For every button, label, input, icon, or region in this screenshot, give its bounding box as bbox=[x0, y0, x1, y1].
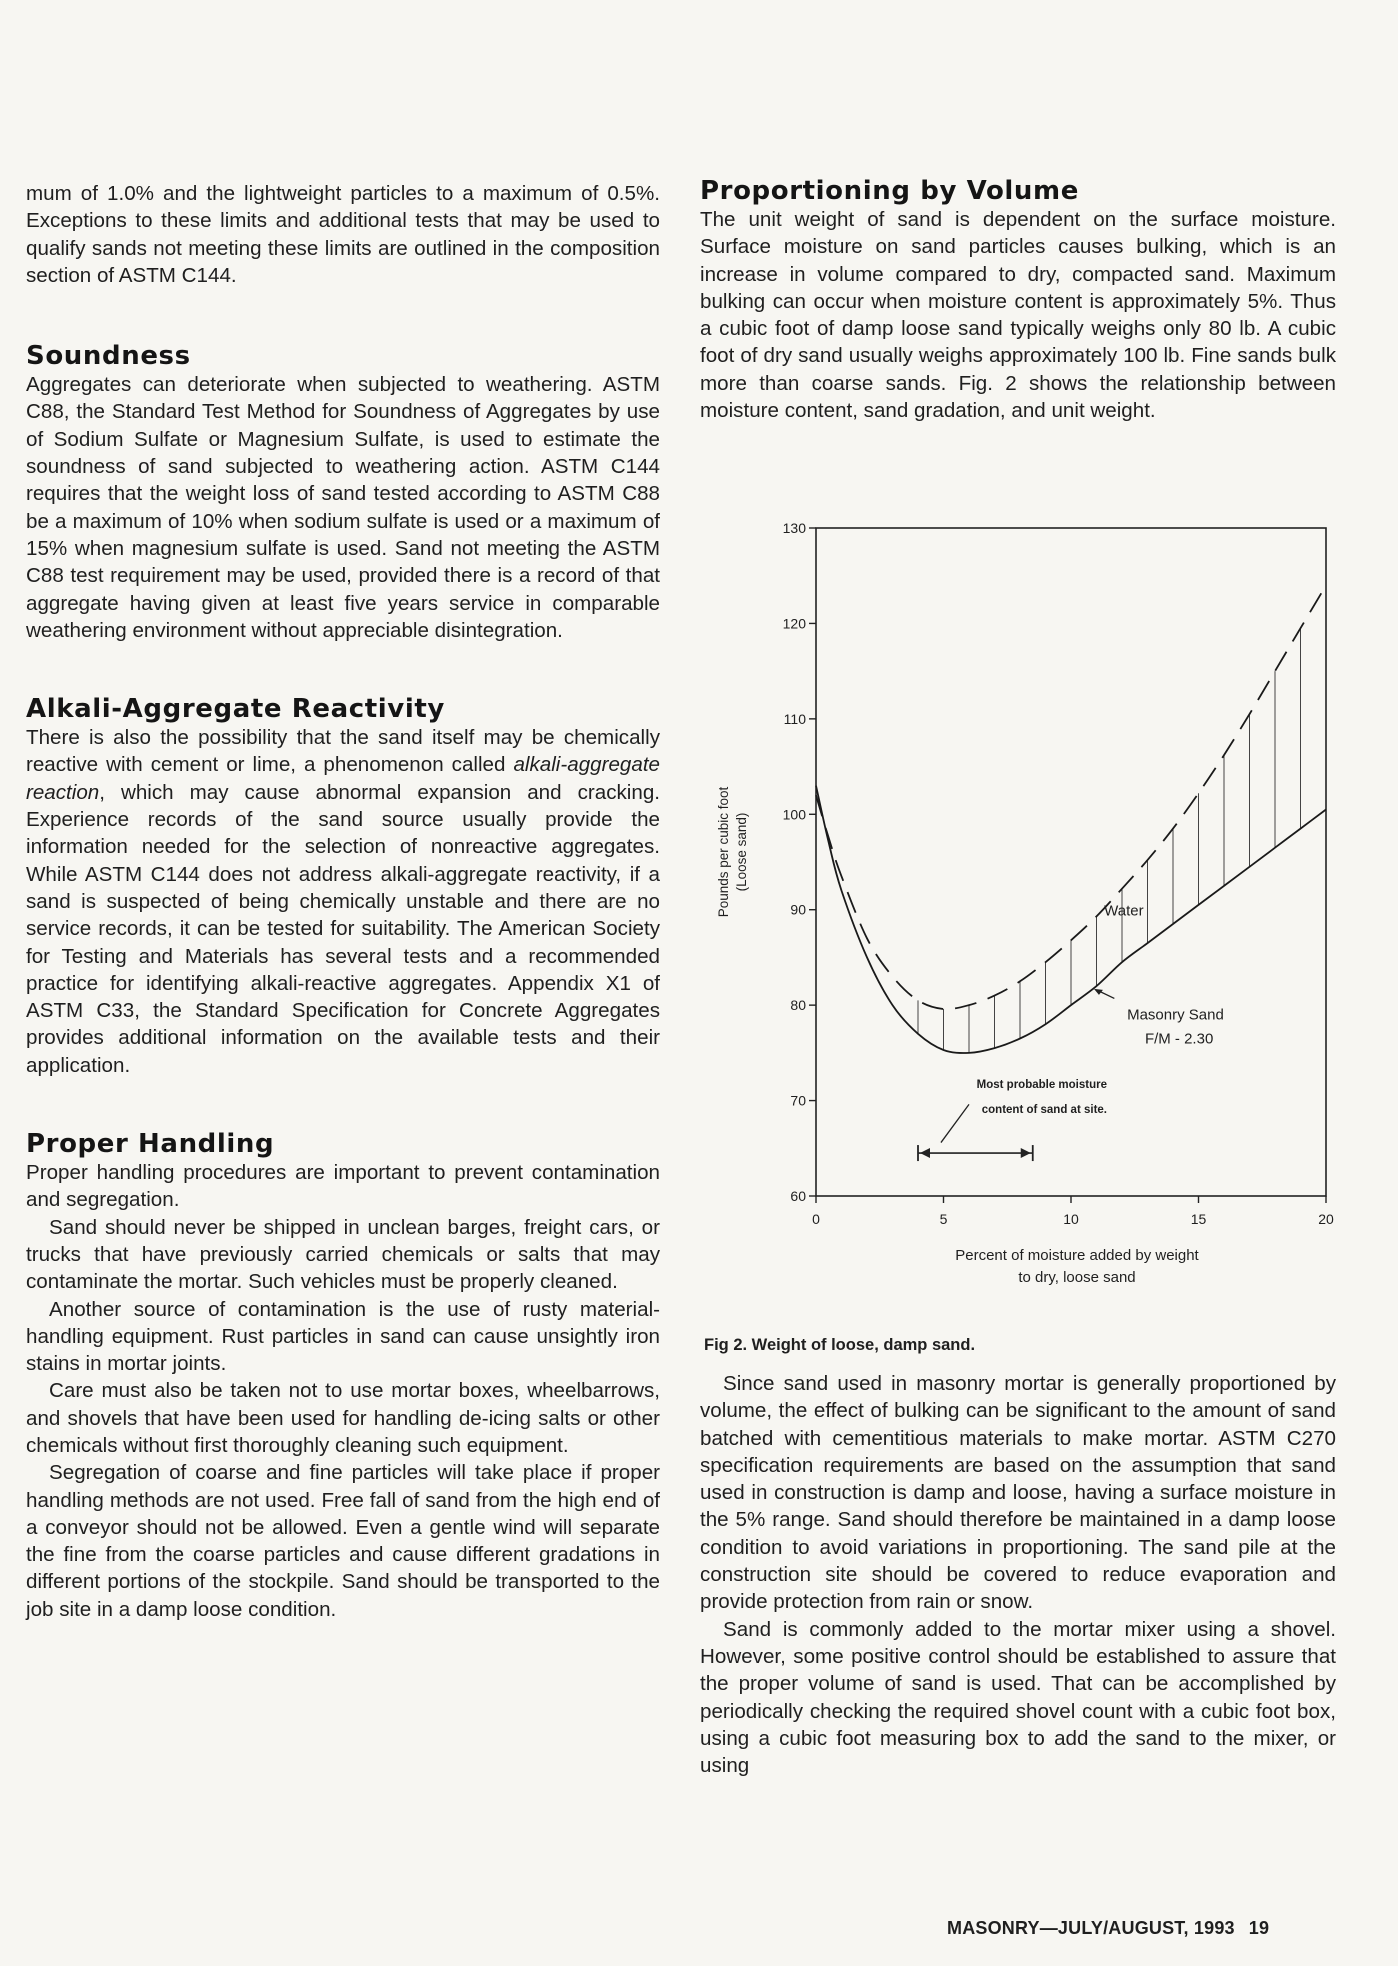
probable-pointer bbox=[941, 1104, 969, 1142]
masonry-sand-label: Masonry Sand bbox=[1127, 1006, 1224, 1024]
alkali-text-b: , which may cause abnormal expansion and cracking. Experience records of the sand source usually provide the information needed for the selection of nonreactive aggregates. While ASTM C144 does not address alkali-aggregate reactivity, if a sand is suspected of being chemically unstable and there are no service records, it can be tested for suitability. The American Society for Testing and Materials has several tests and a recommended practice for identifying alkali-reactive aggregates. Appendix X1 of ASTM C33, the Standard Specification for Concrete Aggregates provides additional information on the available tests and their application. bbox=[26, 780, 660, 1077]
y-tick-label: 90 bbox=[790, 901, 806, 918]
soundness-paragraph: Aggregates can deteriorate when subjected to weathering. ASTM C88, the Standard Test Method for Soundness of Aggregates by use of Sodium Sulfate or Magnesium Sulfate, is used to estimate the soundness of sand subjected to weathering action. ASTM C144 requires that the weight loss of sand tested according to ASTM C88 be a maximum of 10% when sodium sulfate is used or a maximum of 15% when magnesium sulfate is used. Sand not meeting the ASTM C88 test requirement may be used, provided there is a record of that aggregate having given at least five years service in comparable weathering environment without appreciable disintegration. bbox=[26, 373, 660, 642]
x-tick-label: 0 bbox=[812, 1211, 820, 1227]
y-axis-label: Pounds per cubic foot bbox=[716, 786, 731, 918]
page-number: 19 bbox=[1248, 1918, 1270, 1938]
x-tick-label: 15 bbox=[1190, 1211, 1207, 1227]
x-axis-label-line2: to dry, loose sand bbox=[1018, 1269, 1136, 1286]
water-label: Water bbox=[1104, 902, 1144, 920]
probable-arrow-right bbox=[1021, 1148, 1031, 1158]
handling-paragraph-5: Segregation of coarse and fine particles will take place if proper handling methods are not used. Free fall of sand from the high end of a conveyor should not be allowed. Even a gentle wind will separate the fine from the coarse particles and cause different gradations in different portions of the stockpile. Sand should be transported to the job site in a damp loose condition. bbox=[26, 1461, 660, 1621]
y-tick-label: 80 bbox=[790, 997, 806, 1014]
page-footer bbox=[947, 1918, 1269, 1939]
most-probable-label-line2: content of sand at site. bbox=[981, 1103, 1107, 1116]
most-probable-label: Most probable moisture bbox=[976, 1079, 1108, 1092]
proportioning-paragraph-2: Since sand used in masonry mortar is generally proportioned by volume, the effect of bulking can be significant to the amount of sand batched with cementitious materials to make mortar. ASTM C270 specification requirements are based on the assumption that sand used in construction is damp and loose, having a surface moisture in the 5% range. Sand should therefore be maintained in a damp loose condition to avoid variations in proportioning. The sand pile at the construction site should be covered to reduce evaporation and provide protection from rain or snow. bbox=[700, 1372, 1336, 1614]
y-tick-label: 70 bbox=[790, 1092, 806, 1109]
alkali-text-italic: alkali-aggregate reaction bbox=[26, 753, 660, 804]
publication-info: MASONRY—JULY/AUGUST, 1993 bbox=[947, 1918, 1235, 1938]
probable-arrow-left bbox=[920, 1148, 930, 1158]
handling-paragraph-2: Sand should never be shipped in unclean barges, freight cars, or trucks that have previously carried chemicals or salts that may contaminate the mortar. Such vehicles must be properly cleaned. bbox=[26, 1215, 660, 1294]
x-tick-label: 20 bbox=[1318, 1211, 1334, 1227]
proportioning-heading: Proportioning by Volume bbox=[700, 176, 1079, 206]
handling-paragraph-4: Care must also be taken not to use mortar boxes, wheelbarrows, and shovels that have been used for handling de-icing salts or other chemicals without first thoroughly cleaning such equipment. bbox=[26, 1379, 660, 1457]
figure-2-chart bbox=[700, 510, 1340, 1300]
left-column bbox=[26, 180, 660, 1623]
figure-caption: Fig 2. Weight of loose, damp sand. bbox=[704, 1336, 976, 1354]
proportioning-paragraph-3: Sand is commonly added to the mortar mixer using a shovel. However, some positive control should be established to assure that the proper volume of sand is used. That can be accomplished by periodically checking the required shovel count with a cubic foot box, using a cubic foot measuring box to add the sand to the mixer, or using bbox=[700, 1617, 1336, 1778]
proportioning-paragraph-1: The unit weight of sand is dependent on the surface moisture. Surface moisture on sand particles causes bulking, which is an increase in volume compared to dry, compacted sand. Maximum bulking can occur when moisture content is approximately 5%. Thus a cubic foot of damp loose sand typically weighs only 80 lb. A cubic foot of dry sand usually weighs approximately 100 lb. Fine sands bulk more than coarse sands. Fig. 2 shows the relationship between moisture content, sand gradation, and unit weight. bbox=[700, 208, 1336, 423]
y-axis-label-line2: (Loose sand) bbox=[734, 812, 749, 892]
right-column-bottom bbox=[700, 1370, 1336, 1779]
handling-heading: Proper Handling bbox=[26, 1129, 275, 1160]
chart-svg bbox=[700, 510, 1340, 1300]
x-tick-label: 5 bbox=[939, 1211, 948, 1227]
y-tick-label: 110 bbox=[783, 710, 806, 727]
y-tick-label: 120 bbox=[782, 615, 806, 632]
y-tick-label: 100 bbox=[782, 806, 806, 823]
y-tick-label: 60 bbox=[790, 1188, 806, 1204]
intro-paragraph: mum of 1.0% and the lightweight particles to a maximum of 0.5%. Exceptions to these limits and additional tests that may be used to qualify sands not meeting these limits are outlined in the composition section of ASTM C144. bbox=[26, 182, 660, 287]
y-tick-label: 130 bbox=[782, 520, 806, 536]
handling-paragraph-1: Proper handling procedures are important to prevent contamination and segregation. bbox=[26, 1161, 660, 1212]
x-tick-label: 10 bbox=[1063, 1211, 1079, 1227]
soundness-heading: Soundness bbox=[26, 341, 191, 372]
right-column-top bbox=[700, 176, 1336, 424]
handling-paragraph-3: Another source of contamination is the use of rusty material-handling equipment. Rust particles in sand can cause unsightly iron stains in mortar joints. bbox=[26, 1297, 660, 1376]
alkali-heading: Alkali-Aggregate Reactivity bbox=[26, 694, 445, 725]
alkali-text-a: There is also the possibility that the sand itself may be chemically reactive with cement or lime, a phenomenon called bbox=[26, 726, 660, 777]
fm-label: F/M - 2.30 bbox=[1144, 1030, 1214, 1048]
alkali-paragraph bbox=[26, 724, 660, 1079]
x-axis-label: Percent of moisture added by weight bbox=[955, 1247, 1199, 1264]
